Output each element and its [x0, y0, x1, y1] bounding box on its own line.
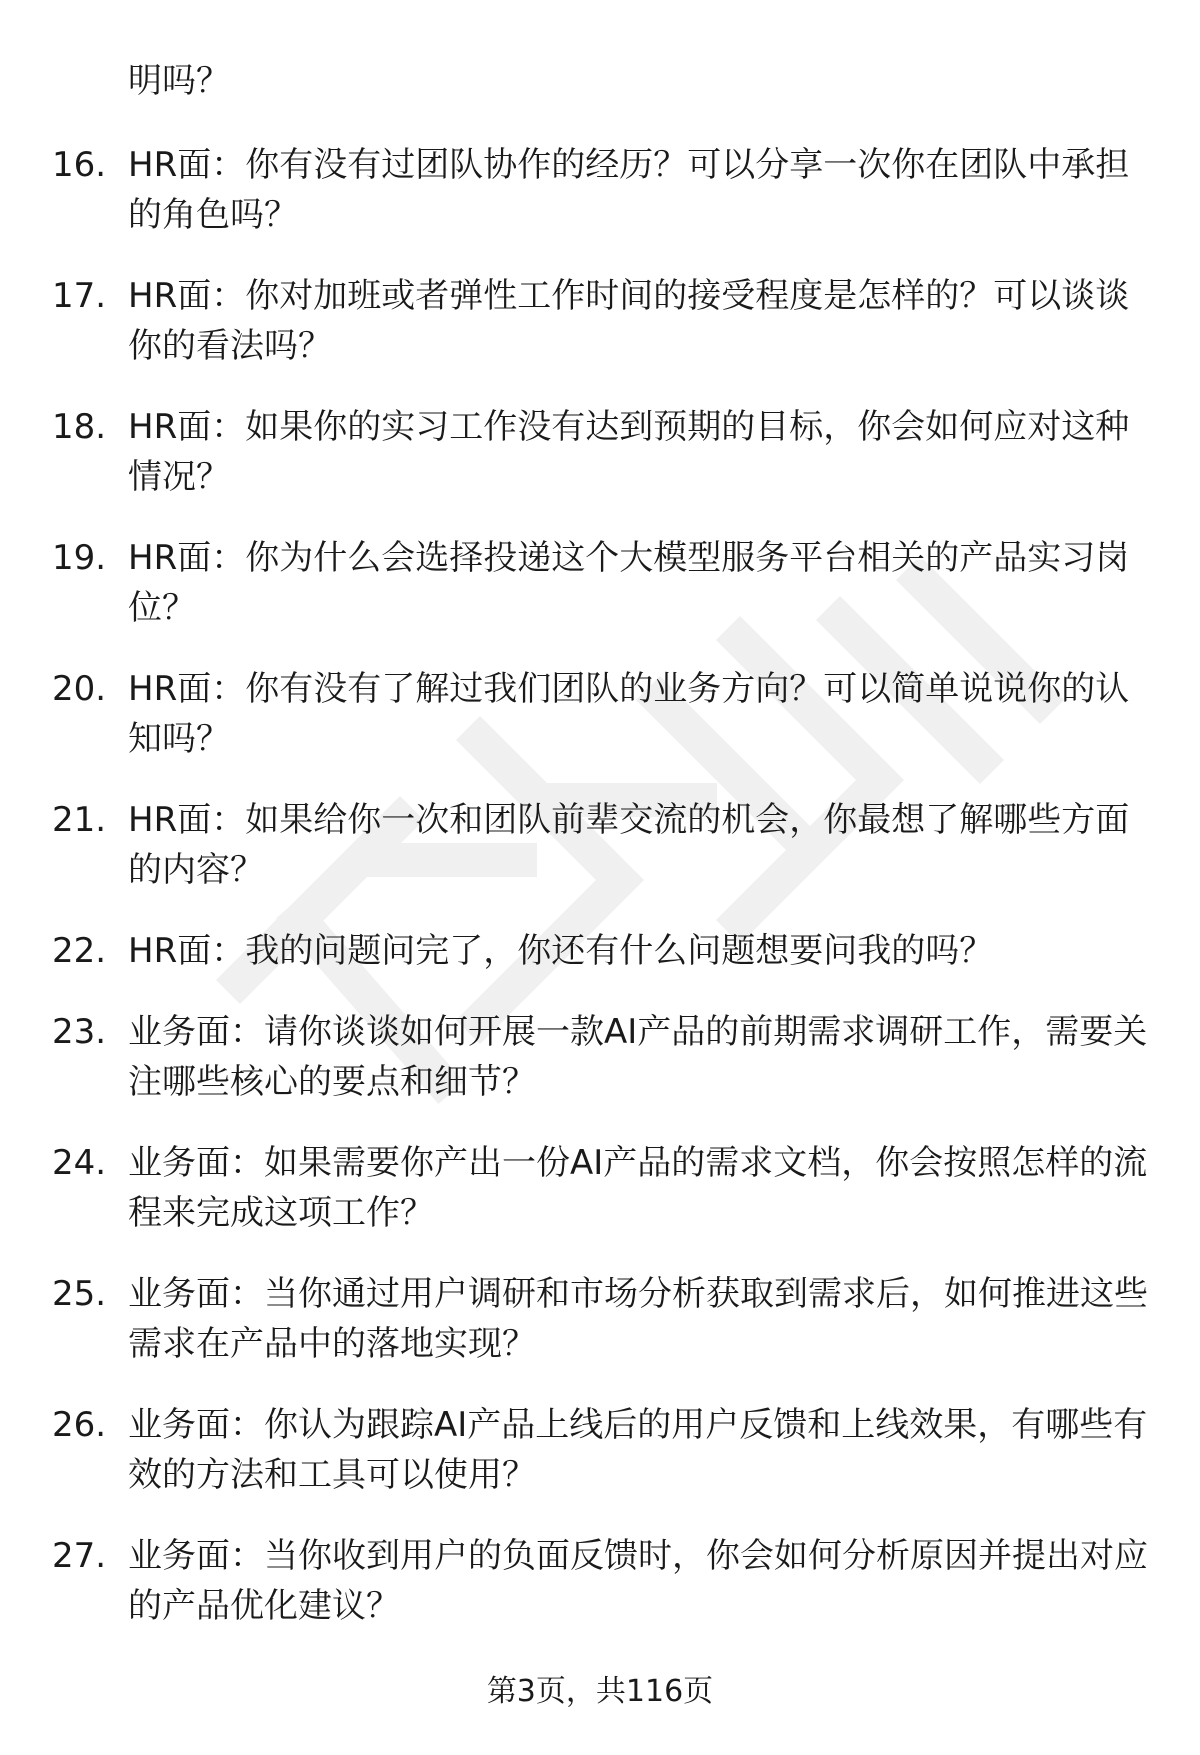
question-text: 业务面：你认为跟踪AI产品上线后的用户反馈和上线效果，有哪些有效的方法和工具可以使用？ — [128, 1405, 1148, 1495]
question-number: 23. — [52, 1012, 107, 1052]
question-item — [0, 271, 1200, 402]
question-number: 19. — [52, 538, 107, 578]
question-text: HR面：如果给你一次和团队前辈交流的机会，你最想了解哪些方面的内容？ — [128, 800, 1130, 890]
question-number: 24. — [52, 1143, 107, 1183]
continuation-text: 明吗？ — [128, 61, 230, 101]
question-item — [0, 664, 1200, 795]
question-item — [0, 926, 1200, 1007]
question-text: 业务面：如果需要你产出一份AI产品的需求文档，你会按照怎样的流程来完成这项工作？ — [128, 1143, 1148, 1233]
question-number: 17. — [52, 276, 107, 316]
question-number: 27. — [52, 1536, 107, 1576]
question-text: HR面：你有没有过团队协作的经历？可以分享一次你在团队中承担的角色吗？ — [128, 145, 1130, 235]
question-item — [0, 140, 1200, 271]
question-item — [0, 1531, 1200, 1662]
question-number: 21. — [52, 800, 107, 840]
question-number: 20. — [52, 669, 107, 709]
question-text: 业务面：当你收到用户的负面反馈时，你会如何分析原因并提出对应的产品优化建议？ — [128, 1536, 1148, 1626]
question-text: HR面：我的问题问完了，你还有什么问题想要问我的吗？ — [128, 931, 994, 971]
question-text: HR面：你有没有了解过我们团队的业务方向？可以简单说说你的认知吗？ — [128, 669, 1130, 759]
question-text: 业务面：当你通过用户调研和市场分析获取到需求后，如何推进这些需求在产品中的落地实现？ — [128, 1274, 1148, 1364]
question-text: HR面：如果你的实习工作没有达到预期的目标，你会如何应对这种情况？ — [128, 407, 1130, 497]
question-number: 16. — [52, 145, 107, 185]
page-number-footer: 第3页，共116页 — [486, 1674, 714, 1709]
question-item — [0, 533, 1200, 664]
question-item — [0, 1400, 1200, 1531]
question-text: HR面：你为什么会选择投递这个大模型服务平台相关的产品实习岗位？ — [128, 538, 1130, 628]
question-text: 业务面：请你谈谈如何开展一款AI产品的前期需求调研工作，需要关注哪些核心的要点和细节？ — [128, 1012, 1148, 1102]
question-number: 25. — [52, 1274, 107, 1314]
question-number: 22. — [52, 931, 107, 971]
question-item — [0, 795, 1200, 926]
question-number: 18. — [52, 407, 107, 447]
question-text: HR面：你对加班或者弹性工作时间的接受程度是怎样的？可以谈谈你的看法吗？ — [128, 276, 1130, 366]
question-list — [0, 140, 1200, 1662]
question-item — [0, 1269, 1200, 1400]
question-number: 26. — [52, 1405, 107, 1445]
question-item — [0, 1007, 1200, 1138]
question-item — [0, 402, 1200, 533]
question-item — [0, 1138, 1200, 1269]
